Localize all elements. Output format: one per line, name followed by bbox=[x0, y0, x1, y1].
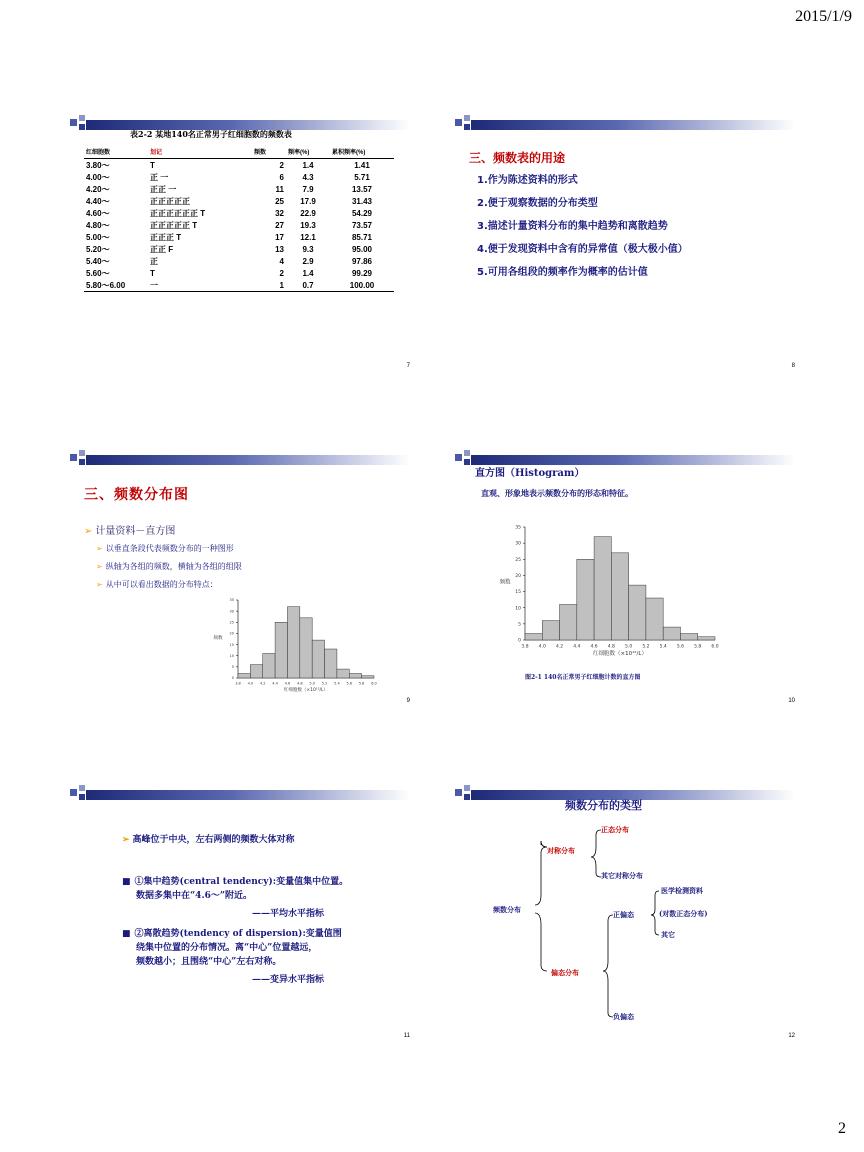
table-cell: 5.20～ bbox=[86, 244, 110, 254]
table-cell: 1 bbox=[252, 279, 286, 292]
y-tick-label: 20 bbox=[515, 574, 521, 580]
table-cell: 22.9 bbox=[300, 208, 316, 218]
table-row bbox=[84, 183, 394, 195]
list-item: 4.便于发现资料中含有的异常值（极大极小值） bbox=[477, 244, 688, 255]
slide-title: 频数分布的类型 bbox=[565, 799, 642, 812]
x-tick-label: 5.6 bbox=[346, 681, 353, 686]
arrow-icon: ➢ bbox=[96, 544, 103, 553]
table-row bbox=[84, 243, 394, 255]
y-tick-label: 30 bbox=[515, 541, 521, 547]
histogram-bar bbox=[362, 676, 374, 678]
table-row bbox=[84, 231, 394, 243]
y-tick-label: 25 bbox=[229, 620, 234, 625]
y-tick-label: 10 bbox=[229, 653, 234, 658]
table-header: 红细胞数 bbox=[84, 145, 148, 159]
table-cell: 17 bbox=[275, 232, 284, 242]
table-cell: 7.9 bbox=[302, 184, 314, 194]
x-tick-label: 3.8 bbox=[235, 681, 241, 686]
square-bullet-icon: ■ bbox=[122, 929, 131, 939]
sub-bullet: ➢ 从中可以看出数据的分布特点： bbox=[96, 580, 218, 589]
slide-7 bbox=[70, 115, 430, 375]
table-cell: 97.86 bbox=[351, 256, 373, 266]
list-item: 3.描述计量资料分布的集中趋势和离散趋势 bbox=[477, 221, 668, 232]
text-line: ➢ 高峰位于中央，左右两侧的频数大体对称 bbox=[122, 835, 295, 845]
table-cell: T bbox=[150, 268, 155, 278]
arrow-icon: ➢ bbox=[84, 526, 93, 537]
table-cell: 19.3 bbox=[300, 220, 316, 230]
table-cell: 25 bbox=[275, 196, 284, 206]
table-header: 划记 bbox=[148, 145, 252, 159]
histogram-bar bbox=[663, 627, 680, 640]
table-cell: 13.57 bbox=[351, 184, 373, 194]
table-cell: 4 bbox=[279, 256, 284, 266]
usage-list bbox=[477, 171, 688, 286]
table-header: 频数 bbox=[252, 145, 286, 159]
table-cell: 4.60～ bbox=[86, 208, 110, 218]
table-cell: T bbox=[148, 159, 252, 172]
text-line: ■ ②离散趋势(tendency of dispersion):变量值围 bbox=[122, 929, 342, 939]
x-tick-label: 4.6 bbox=[590, 644, 598, 650]
y-axis-label: 频数 bbox=[499, 579, 511, 586]
table-title: 表2-2 某地140名正常男子红细胞数的频数表 bbox=[130, 129, 292, 139]
table-cell: 17.9 bbox=[300, 196, 316, 206]
node-other-symmetric: 其它对称分布 bbox=[601, 871, 643, 880]
x-tick-label: 6.0 bbox=[711, 644, 719, 650]
histogram-bar bbox=[300, 618, 312, 678]
node-symmetric: 对称分布 bbox=[547, 846, 575, 855]
table-cell: 正正正 T bbox=[150, 232, 182, 242]
y-axis-label: 频数 bbox=[213, 636, 223, 641]
slide-number: 9 bbox=[406, 698, 410, 704]
y-tick-label: 5 bbox=[518, 622, 521, 628]
x-tick-label: 4.6 bbox=[284, 681, 291, 686]
y-tick-label: 35 bbox=[515, 525, 521, 531]
table-header: 累积频率(%) bbox=[330, 145, 394, 159]
table-row bbox=[84, 195, 394, 207]
histogram-bar bbox=[287, 607, 299, 678]
list-item: 5.可用各组段的频率作为概率的估计值 bbox=[477, 267, 648, 278]
histogram-bar bbox=[646, 598, 663, 640]
slide-header-decoration bbox=[70, 785, 410, 805]
slide-header-decoration bbox=[70, 450, 410, 470]
y-tick-label: 5 bbox=[231, 665, 234, 670]
y-tick-label: 25 bbox=[515, 557, 521, 563]
node-normal: 正态分布 bbox=[601, 825, 629, 834]
table-cell: 0.7 bbox=[286, 279, 330, 292]
slide-number: 10 bbox=[788, 698, 795, 704]
slide-title: 直方图（Histogram） bbox=[475, 468, 585, 479]
x-tick-label: 4.2 bbox=[259, 681, 266, 686]
table-cell: 2.9 bbox=[302, 256, 314, 266]
table-row bbox=[84, 267, 394, 279]
table-header: 频率(%) bbox=[286, 145, 330, 159]
text-line: 绕集中位置的分布情况。离“中心”位置越远， bbox=[136, 943, 318, 953]
table-cell: 一 bbox=[148, 279, 252, 292]
table-cell: 正正正正正 bbox=[150, 196, 190, 206]
histogram-bar bbox=[337, 669, 349, 678]
table-row bbox=[84, 207, 394, 219]
x-tick-label: 5.2 bbox=[642, 644, 650, 650]
slide-11 bbox=[70, 785, 430, 1045]
type-tree-lines bbox=[455, 785, 815, 1045]
histogram-bar bbox=[629, 585, 646, 640]
table-cell: 5.60～ bbox=[86, 268, 110, 278]
y-tick-label: 35 bbox=[229, 598, 234, 603]
x-axis-label: 红细胞数（×10¹²/L） bbox=[283, 688, 329, 693]
table-cell: 32 bbox=[275, 208, 284, 218]
x-tick-label: 4.2 bbox=[555, 644, 564, 650]
slide-number: 7 bbox=[406, 363, 410, 369]
histogram-bar bbox=[250, 665, 262, 678]
slide-title: 三、频数分布图 bbox=[84, 487, 189, 503]
table-cell: 9.3 bbox=[302, 244, 314, 254]
slide-8 bbox=[455, 115, 815, 375]
y-tick-label: 15 bbox=[515, 590, 521, 596]
table-cell: 1.4 bbox=[302, 268, 314, 278]
y-tick-label: 0 bbox=[231, 676, 234, 681]
table-cell: 11 bbox=[275, 184, 284, 194]
table-cell: 正正正正正正 T bbox=[150, 208, 206, 218]
table-cell: 6 bbox=[279, 172, 284, 182]
histogram-bar bbox=[577, 559, 594, 640]
x-tick-label: 4.0 bbox=[247, 681, 254, 686]
x-tick-label: 6.0 bbox=[371, 681, 377, 686]
x-tick-label: 5.4 bbox=[334, 681, 340, 686]
arrow-icon: ➢ bbox=[122, 835, 130, 845]
x-tick-label: 5.0 bbox=[309, 681, 315, 686]
histogram-bar bbox=[263, 653, 275, 678]
histogram-bar bbox=[542, 621, 559, 640]
table-row bbox=[84, 159, 394, 172]
table-cell: 正正 F bbox=[150, 244, 174, 254]
slide-header-decoration bbox=[455, 115, 795, 135]
slide-number: 12 bbox=[788, 1033, 795, 1039]
table-cell: 正 一 bbox=[150, 172, 169, 182]
table-cell: 2 bbox=[279, 268, 284, 278]
table-cell: 73.57 bbox=[351, 220, 373, 230]
x-tick-label: 3.8 bbox=[521, 644, 529, 650]
histogram-bar bbox=[698, 637, 715, 640]
table-cell: 正正 一 bbox=[150, 184, 177, 194]
node-skewed: 偏态分布 bbox=[551, 968, 579, 977]
node-medical: 医学检测资料 bbox=[661, 886, 703, 895]
slide-number: 8 bbox=[791, 363, 795, 369]
slide-number: 11 bbox=[403, 1033, 410, 1039]
histogram-bar bbox=[611, 553, 628, 640]
x-axis-label: 红细胞数（×10¹²/L） bbox=[593, 651, 647, 657]
histogram-bar bbox=[312, 640, 324, 678]
x-tick-label: 5.4 bbox=[659, 644, 667, 650]
table-cell: 54.29 bbox=[351, 208, 373, 218]
x-tick-label: 5.8 bbox=[694, 644, 702, 650]
slide-10 bbox=[455, 450, 815, 710]
x-tick-label: 4.8 bbox=[607, 644, 615, 650]
table-row bbox=[84, 255, 394, 267]
table-row bbox=[84, 279, 394, 292]
text-line: 频数越小；且围绕“中心”左右对称。 bbox=[136, 957, 282, 967]
table-cell: 4.40～ bbox=[86, 196, 110, 206]
text-line: ■ ①集中趋势(central tendency):变量值集中位置。 bbox=[122, 877, 349, 887]
table-cell: 13 bbox=[275, 244, 284, 254]
slide-12 bbox=[455, 785, 815, 1045]
table-cell: 5.00～ bbox=[86, 232, 110, 242]
x-tick-label: 4.4 bbox=[573, 644, 581, 650]
figure-caption: 图2-1 140名正常男子红细胞计数的直方图 bbox=[525, 674, 641, 681]
page-number: 2 bbox=[838, 1120, 846, 1137]
sub-bullet: ➢ 纵轴为各组的频数，横轴为各组的组限 bbox=[96, 562, 242, 571]
y-tick-label: 10 bbox=[515, 606, 521, 612]
table-cell: 100.00 bbox=[330, 279, 394, 292]
table-cell: 5.40～ bbox=[86, 256, 110, 266]
node-positive-skew: 正偏态 bbox=[613, 910, 634, 919]
table-cell: 4.3 bbox=[302, 172, 314, 182]
table-cell: 4.00～ bbox=[86, 172, 110, 182]
table-cell: 95.00 bbox=[351, 244, 373, 254]
node-root: 频数分布 bbox=[493, 905, 521, 914]
table-cell: 5.80～6.00 bbox=[84, 279, 148, 292]
page-date: 2015/1/9 bbox=[795, 8, 852, 25]
x-tick-label: 4.8 bbox=[297, 681, 303, 686]
table-cell: 4.20～ bbox=[86, 184, 110, 194]
arrow-icon: ➢ bbox=[96, 562, 103, 571]
histogram-bar bbox=[680, 634, 697, 640]
table-cell: 3.80～ bbox=[84, 159, 148, 172]
y-tick-label: 20 bbox=[229, 631, 234, 636]
table-cell: 85.71 bbox=[351, 232, 373, 242]
table-cell: 5.71 bbox=[354, 172, 370, 182]
text-line: ——变异水平指标 bbox=[252, 975, 325, 985]
list-item: 2.便于观察数据的分布类型 bbox=[477, 198, 598, 209]
node-lognormal: (对数正态分布) bbox=[659, 909, 708, 918]
histogram-bar bbox=[525, 634, 542, 640]
histogram-small bbox=[210, 594, 380, 702]
sub-bullet: ➢ 以垂直条段代表频数分布的一种图形 bbox=[96, 544, 234, 553]
table-cell: 正 bbox=[150, 256, 158, 266]
table-cell: 27 bbox=[275, 220, 284, 230]
y-tick-label: 0 bbox=[518, 638, 521, 644]
frequency-table bbox=[84, 145, 394, 292]
table-row bbox=[84, 171, 394, 183]
histogram-bar bbox=[349, 674, 361, 678]
text-line: 数据多集中在“4.6～”附近。 bbox=[136, 891, 253, 901]
list-item: 1.作为陈述资料的形式 bbox=[477, 175, 578, 186]
x-tick-label: 4.4 bbox=[272, 681, 278, 686]
table-cell: 31.43 bbox=[351, 196, 373, 206]
slide-subtitle: 直观、形象地表示频数分布的形态和特征。 bbox=[481, 488, 633, 498]
text-line: ——平均水平指标 bbox=[252, 909, 325, 919]
histogram-bar bbox=[325, 649, 337, 678]
histogram-bar bbox=[560, 604, 577, 640]
node-other: 其它 bbox=[661, 930, 675, 939]
x-tick-label: 5.2 bbox=[321, 681, 328, 686]
x-tick-label: 5.6 bbox=[676, 644, 685, 650]
node-negative-skew: 负偏态 bbox=[613, 1012, 634, 1021]
table-cell: 4.80～ bbox=[86, 220, 110, 230]
histogram-chart bbox=[487, 522, 727, 667]
histogram-bar bbox=[275, 622, 287, 678]
x-tick-label: 5.8 bbox=[358, 681, 365, 686]
table-cell: 12.1 bbox=[300, 232, 316, 242]
y-tick-label: 15 bbox=[229, 642, 234, 647]
x-tick-label: 4.0 bbox=[538, 644, 546, 650]
table-cell: 2 bbox=[252, 159, 286, 172]
arrow-icon: ➢ bbox=[96, 580, 103, 589]
y-tick-label: 30 bbox=[229, 609, 234, 614]
x-tick-label: 5.0 bbox=[625, 644, 633, 650]
histogram-bar bbox=[238, 674, 250, 678]
square-bullet-icon: ■ bbox=[122, 877, 131, 887]
table-row bbox=[84, 219, 394, 231]
table-cell: 99.29 bbox=[351, 268, 373, 278]
slide-title: 三、频数表的用途 bbox=[469, 151, 566, 165]
table-cell: 1.41 bbox=[330, 159, 394, 172]
table-cell: 正正正正正 T bbox=[150, 220, 198, 230]
bullet-item: ➢ 计量资料－直方图 bbox=[84, 526, 176, 537]
slide-9 bbox=[70, 450, 430, 710]
table-cell: 1.4 bbox=[286, 159, 330, 172]
histogram-bar bbox=[594, 537, 611, 640]
